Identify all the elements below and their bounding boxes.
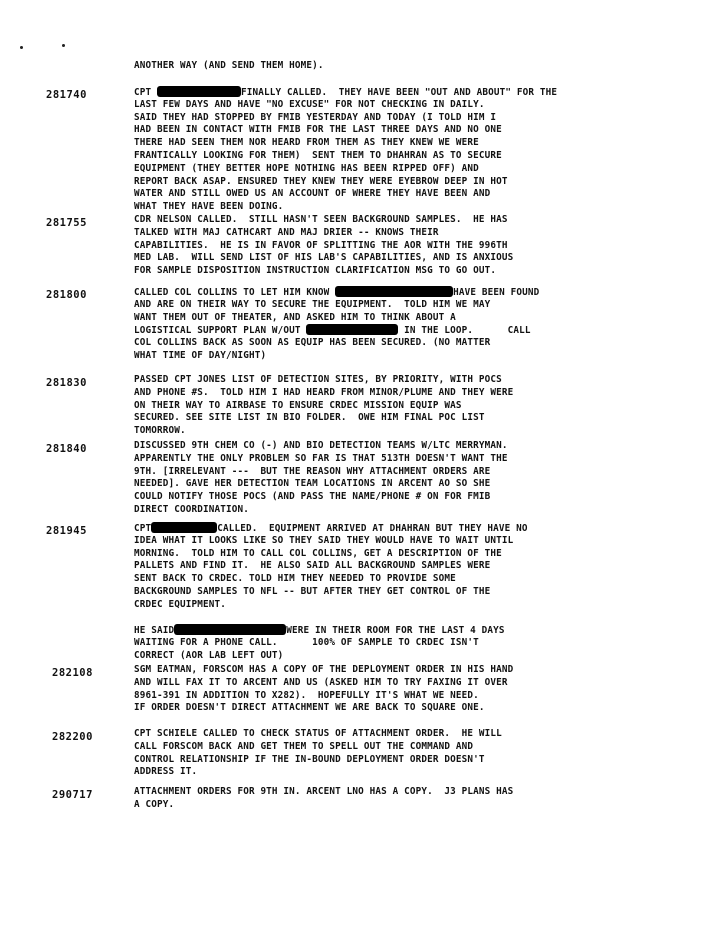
text-segment: FINALLY CALLED. THEY HAVE BEEN "OUT AND ABOUT" FOR THE xyxy=(241,87,558,98)
entry-timestamp: 281755 xyxy=(46,217,87,229)
text-segment: CAPABILITIES. HE IS IN FAVOR OF SPLITTING THE AOR WITH THE 996TH xyxy=(134,239,508,251)
text-segment: HAD BEEN IN CONTACT WITH FMIB FOR THE LAST THREE DAYS AND NO ONE xyxy=(134,124,502,136)
entry-timestamp: 281945 xyxy=(46,525,87,537)
text-segment: EQUIPMENT (THEY BETTER HOPE NOTHING HAS BEEN RIPPED OFF) AND xyxy=(134,162,479,174)
text-line xyxy=(134,522,612,535)
entry-text xyxy=(134,440,612,517)
text-line xyxy=(134,163,612,176)
text-line xyxy=(134,491,612,504)
text-line xyxy=(134,612,612,625)
text-line xyxy=(134,702,612,715)
text-line xyxy=(134,374,612,387)
text-segment: REPORT BACK ASAP. ENSURED THEY KNEW THEY WERE EYEBROW DEEP IN HOT xyxy=(134,175,508,187)
text-segment: ATTACHMENT ORDERS FOR 9TH IN. ARCENT LNO HAS A COPY. J3 PLANS HAS xyxy=(134,786,514,797)
entry-timestamp: 290717 xyxy=(52,789,93,801)
text-segment: HE SAID xyxy=(134,625,175,637)
text-line xyxy=(134,560,612,573)
text-line xyxy=(134,286,612,299)
redaction-box xyxy=(174,624,286,635)
entry-text xyxy=(134,786,612,812)
text-line xyxy=(134,754,612,767)
text-line xyxy=(134,188,612,201)
redaction-box xyxy=(157,86,241,97)
text-segment: ADDRESS IT. xyxy=(134,766,198,778)
entry-text xyxy=(134,664,612,715)
text-line xyxy=(134,677,612,690)
entry-timestamp: 282200 xyxy=(52,731,93,743)
text-segment: WHAT TIME OF DAY/NIGHT) xyxy=(134,349,267,361)
text-line xyxy=(134,227,612,240)
text-segment: PASSED CPT JONES LIST OF DETECTION SITES, BY PRIORITY, WITH POCS xyxy=(134,374,502,385)
text-segment: PALLETS AND FIND IT. HE ALSO SAID ALL BACKGROUND SAMPLES WERE xyxy=(134,560,491,572)
entry-text xyxy=(134,728,612,779)
text-segment: DIRECT COORDINATION. xyxy=(134,503,249,515)
text-line xyxy=(134,440,612,453)
text-segment: SGM EATMAN, FORSCOM HAS A COPY OF THE DEPLOYMENT ORDER IN HIS HAND xyxy=(134,664,514,675)
entry-text xyxy=(134,374,612,438)
text-line xyxy=(134,324,612,337)
text-line xyxy=(134,412,612,425)
text-segment: IF ORDER DOESN'T DIRECT ATTACHMENT WE ARE BACK TO SQUARE ONE. xyxy=(134,702,485,714)
text-segment: MED LAB. WILL SEND LIST OF HIS LAB'S CAPABILITIES, AND IS ANXIOUS xyxy=(134,252,514,264)
text-segment: TALKED WITH MAJ CATHCART AND MAJ DRIER -- KNOWS THEIR xyxy=(134,226,439,238)
text-line xyxy=(134,573,612,586)
text-segment: CPT SCHIELE CALLED TO CHECK STATUS OF ATTACHMENT ORDER. HE WILL xyxy=(134,728,502,739)
text-segment: COL COLLINS BACK AS SOON AS EQUIP HAS BEEN SECURED. (NO MATTER xyxy=(134,337,491,349)
text-segment: CORRECT (AOR LAB LEFT OUT) xyxy=(134,649,284,661)
text-segment: WHAT THEY HAVE BEEN DOING. xyxy=(134,201,284,213)
text-line xyxy=(134,137,612,150)
entry-text xyxy=(134,286,612,363)
text-line xyxy=(134,728,612,741)
text-line xyxy=(134,504,612,517)
text-segment: SENT BACK TO CRDEC. TOLD HIM THEY NEEDED TO PROVIDE SOME xyxy=(134,573,456,585)
redaction-box xyxy=(151,522,217,533)
entry-timestamp: 281830 xyxy=(46,377,87,389)
text-line xyxy=(134,741,612,754)
text-segment: IN THE LOOP. CALL xyxy=(398,325,531,337)
entry-text xyxy=(134,214,612,278)
text-line xyxy=(134,201,612,214)
text-line xyxy=(134,214,612,227)
text-segment: LOGISTICAL SUPPORT PLAN W/OUT xyxy=(134,325,307,337)
redaction-box xyxy=(335,286,453,297)
entry-text xyxy=(134,86,612,214)
text-line xyxy=(134,350,612,363)
text-line xyxy=(134,312,612,325)
text-segment: CALLED. EQUIPMENT ARRIVED AT DHAHRAN BUT THEY HAVE NO xyxy=(217,523,528,534)
entry-timestamp: 282108 xyxy=(52,667,93,679)
scan-speck xyxy=(62,44,65,47)
text-segment: MORNING. TOLD HIM TO CALL COL COLLINS, GET A DESCRIPTION OF THE xyxy=(134,547,502,559)
text-line xyxy=(134,786,612,799)
text-line xyxy=(134,240,612,253)
text-segment: SAID THEY HAD STOPPED BY FMIB YESTERDAY AND TODAY (I TOLD HIM I xyxy=(134,111,497,123)
scan-speck xyxy=(20,46,23,49)
entry-text xyxy=(134,522,612,663)
text-segment: WATER AND STILL OWED US AN ACCOUNT OF WHERE THEY HAVE BEEN AND xyxy=(134,188,491,200)
text-segment: CALL FORSCOM BACK AND GET THEM TO SPELL OUT THE COMMAND AND xyxy=(134,740,474,752)
text-segment: THERE HAD SEEN THEM NOR HEARD FROM THEM AS THEY KNEW WE WERE xyxy=(134,137,479,149)
text-segment: 9TH. [IRRELEVANT --- BUT THE REASON WHY ATTACHMENT ORDERS ARE xyxy=(134,465,491,477)
text-segment: AND WILL FAX IT TO ARCENT AND US (ASKED HIM TO TRY FAXING IT OVER xyxy=(134,676,508,688)
text-line xyxy=(134,637,612,650)
text-line xyxy=(134,150,612,163)
text-segment: WERE IN THEIR ROOM FOR THE LAST 4 DAYS xyxy=(286,625,505,637)
text-line xyxy=(134,548,612,561)
text-segment: NEEDED]. GAVE HER DETECTION TEAM LOCATIONS IN ARCENT AO SO SHE xyxy=(134,478,491,490)
text-segment: CPT xyxy=(134,87,157,98)
text-line xyxy=(134,252,612,265)
text-line xyxy=(134,265,612,278)
text-segment: AND ARE ON THEIR WAY TO SECURE THE EQUIPMENT. TOLD HIM WE MAY xyxy=(134,298,491,310)
text-segment: BACKGROUND SAMPLES TO NFL -- BUT AFTER THEY GET CONTROL OF THE xyxy=(134,585,491,597)
text-line xyxy=(134,478,612,491)
text-segment: WANT THEM OUT OF THEATER, AND ASKED HIM TO THINK ABOUT A xyxy=(134,311,456,323)
text-line xyxy=(134,535,612,548)
text-segment: FRANTICALLY LOOKING FOR THEM) SENT THEM TO DHAHRAN AS TO SECURE xyxy=(134,149,502,161)
text-line xyxy=(134,112,612,125)
text-line xyxy=(134,425,612,438)
text-line xyxy=(134,586,612,599)
text-segment: CDR NELSON CALLED. STILL HASN'T SEEN BACKGROUND SAMPLES. HE HAS xyxy=(134,214,508,225)
text-segment: AND PHONE #S. TOLD HIM I HAD HEARD FROM MINOR/PLUME AND THEY WERE xyxy=(134,386,514,398)
text-line xyxy=(134,124,612,137)
entry-timestamp: 281740 xyxy=(46,89,87,101)
text-segment: CONTROL RELATIONSHIP IF THE IN-BOUND DEPLOYMENT ORDER DOESN'T xyxy=(134,753,485,765)
entry-timestamp: 281840 xyxy=(46,443,87,455)
text-segment: CRDEC EQUIPMENT. xyxy=(134,598,226,610)
text-line xyxy=(134,400,612,413)
text-line xyxy=(134,99,612,112)
text-line xyxy=(134,86,612,99)
intro-line: ANOTHER WAY (AND SEND THEM HOME). xyxy=(134,60,324,71)
text-line xyxy=(134,176,612,189)
text-line xyxy=(134,387,612,400)
text-line xyxy=(134,299,612,312)
text-segment: COULD NOTIFY THOSE POCS (AND PASS THE NAME/PHONE # ON FOR FMIB xyxy=(134,491,491,503)
text-line xyxy=(134,624,612,637)
text-segment: TOMORROW. xyxy=(134,425,186,437)
text-segment: FOR SAMPLE DISPOSITION INSTRUCTION CLARIFICATION MSG TO GO OUT. xyxy=(134,265,497,277)
text-line xyxy=(134,337,612,350)
text-line xyxy=(134,650,612,663)
text-line xyxy=(134,690,612,703)
text-segment: ON THEIR WAY TO AIRBASE TO ENSURE CRDEC MISSION EQUIP WAS xyxy=(134,399,462,411)
text-line xyxy=(134,664,612,677)
text-line xyxy=(134,766,612,779)
text-segment: IDEA WHAT IT LOOKS LIKE SO THEY SAID THEY WOULD HAVE TO WAIT UNTIL xyxy=(134,534,514,546)
text-segment: HAVE BEEN FOUND xyxy=(453,287,540,298)
text-segment: 8961-391 IN ADDITION TO X282). HOPEFULLY IT'S WHAT WE NEED. xyxy=(134,689,479,701)
text-line xyxy=(134,599,612,612)
redaction-box xyxy=(306,324,398,335)
text-segment: WAITING FOR A PHONE CALL. 100% OF SAMPLE TO CRDEC ISN'T xyxy=(134,637,479,649)
text-segment: LAST FEW DAYS AND HAVE "NO EXCUSE" FOR NOT CHECKING IN DAILY. xyxy=(134,98,485,110)
text-segment: CALLED COL COLLINS TO LET HIM KNOW xyxy=(134,287,336,298)
text-line xyxy=(134,453,612,466)
text-segment: SECURED. SEE SITE LIST IN BIO FOLDER. OWE HIM FINAL POC LIST xyxy=(134,412,485,424)
text-line xyxy=(134,799,612,812)
entry-timestamp: 281800 xyxy=(46,289,87,301)
text-line xyxy=(134,466,612,479)
text-segment: DISCUSSED 9TH CHEM CO (-) AND BIO DETECTION TEAMS W/LTC MERRYMAN. xyxy=(134,440,508,451)
text-segment: APPARENTLY THE ONLY PROBLEM SO FAR IS THAT 513TH DOESN'T WANT THE xyxy=(134,452,508,464)
text-segment: CPT xyxy=(134,523,152,534)
text-segment: A COPY. xyxy=(134,798,175,810)
